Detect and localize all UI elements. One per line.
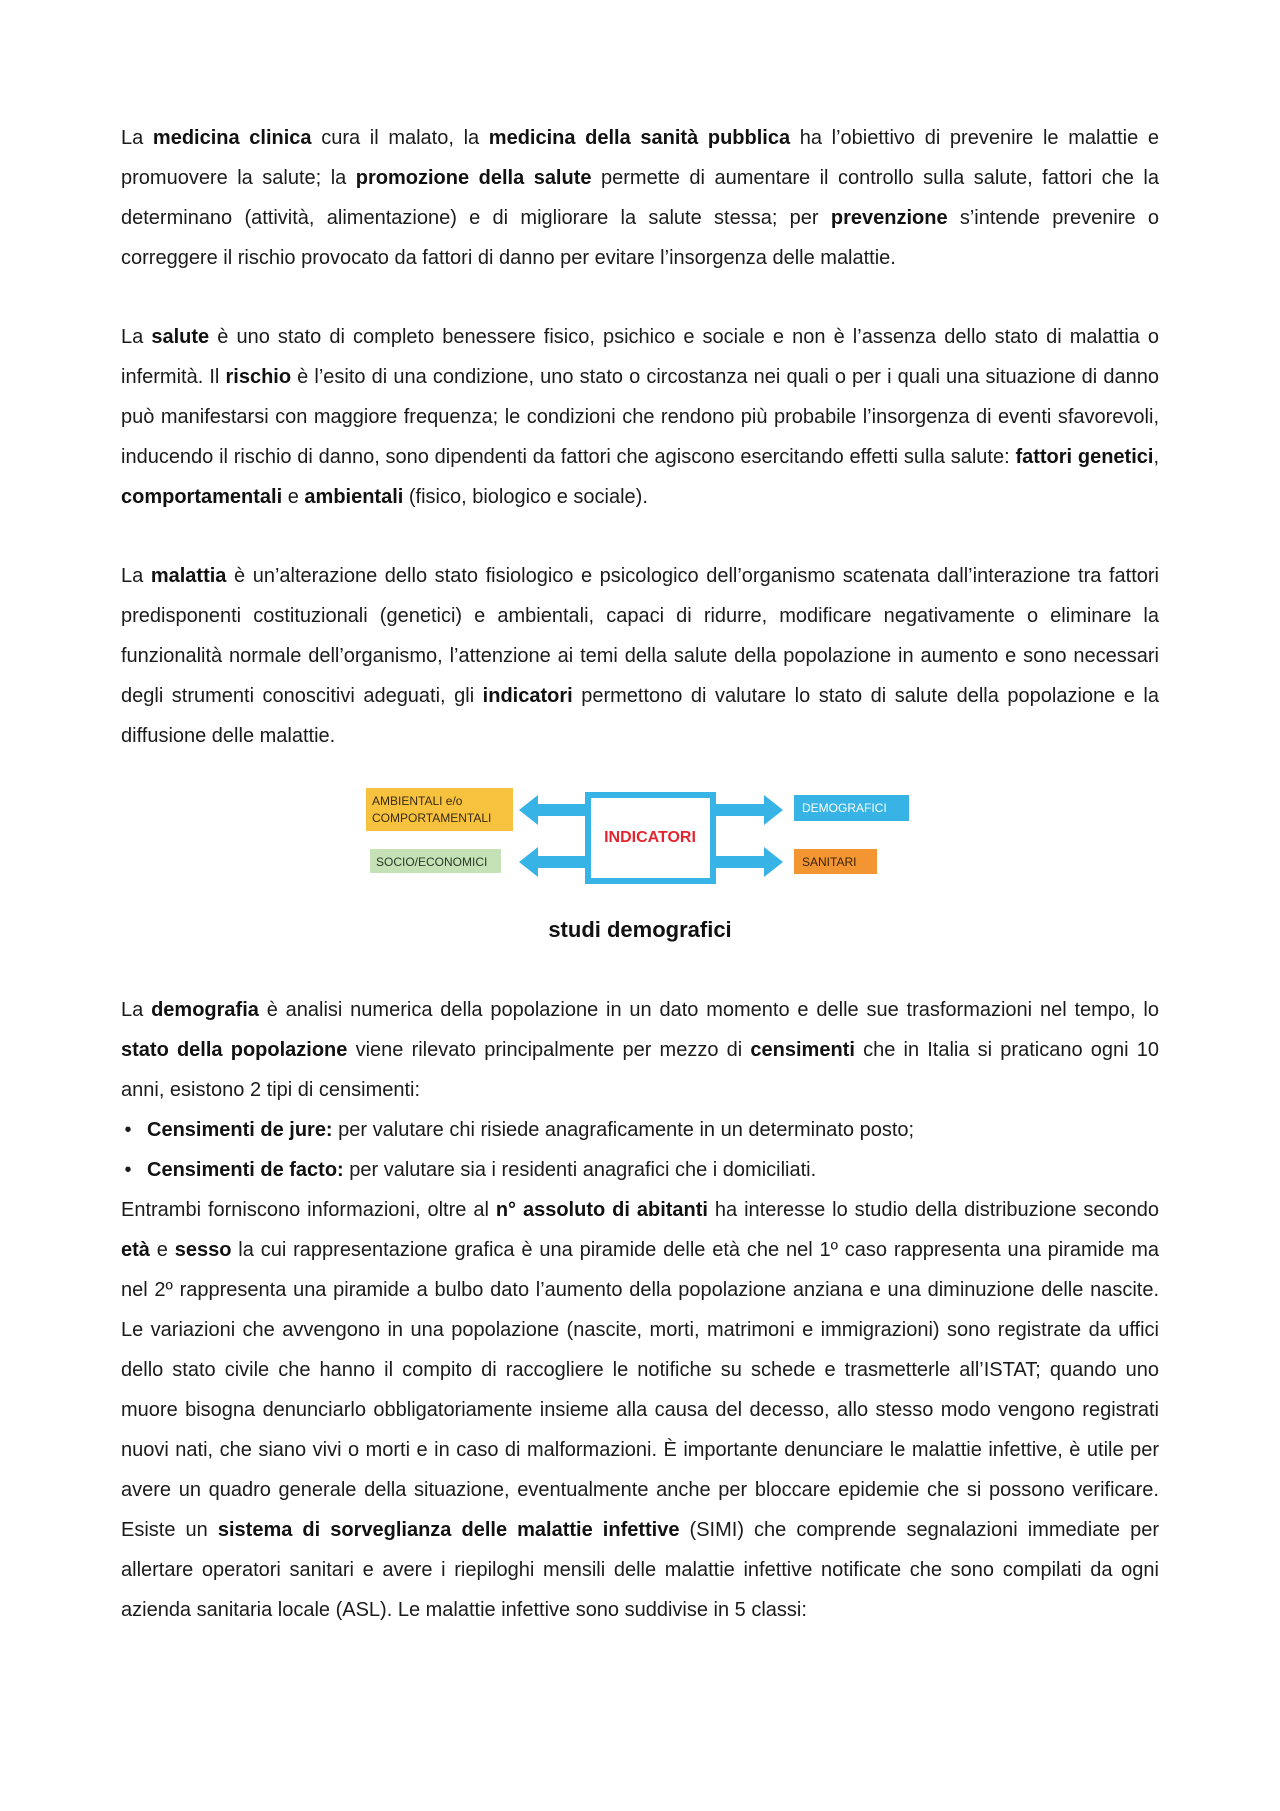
bold-term: sesso xyxy=(174,1239,232,1261)
bold-term: fattori genetici xyxy=(1015,446,1154,468)
text-run: ha l’obiettivo di prevenire le malattie e promuovere la salute; la xyxy=(121,127,1160,189)
list-item-text xyxy=(147,1119,914,1141)
bold-term: età xyxy=(121,1239,150,1261)
arrow-right-top xyxy=(716,795,783,825)
label-sanitari: SANITARI xyxy=(802,855,857,869)
document-body xyxy=(121,118,1159,1630)
label-ambientali-line1: AMBIENTALI e/o xyxy=(372,794,463,808)
text-run: ha interesse lo studio della distribuzione secondo xyxy=(707,1199,1159,1221)
bold-term: rischio xyxy=(225,366,292,388)
label-socio-economici: SOCIO/ECONOMICI xyxy=(376,855,488,869)
text-run: cura il malato, la xyxy=(311,127,489,149)
text-run: la cui rappresentazione grafica è una piramide delle età che nel 1º caso rappresenta una piramide ma nel 2º rappresenta una piramide a bulbo dato l’aumento della popolazione anziana e una diminuzione delle nascite. Le variazioni che avvengono in una popolazione (nascite, morti, matrimoni e immigrazioni) sono registrate da uffici dello stato civile che hanno il compito di raccogliere le notifiche su schede e trasmetterle all’ISTAT; quando uno muore bisogna denunciarlo obbligatoriamente insieme alla causa del decesso, allo stesso modo vengono registrati nuovi nati, che siano vivi o morti e in caso di malformazioni. È importante denunciare le malattie infettive, è utile per avere un quadro generale della situazione, eventualmente anche per bloccare epidemie che si possono verificare. Esiste un xyxy=(121,1239,1159,1541)
arrow-left-bottom xyxy=(519,847,586,877)
text-run: è l’esito di una condizione, uno stato o circostanza nei quali o per i quali una situazione di danno può manifestarsi con maggiore frequenza; le condizioni che rendono più probabile l’insorgenza di eventi sfavorevoli, inducendo il rischio di danno, sono dipendenti da fattori che agiscono esercitando effetti sulla salute: xyxy=(121,366,1159,468)
list-item-de-jure xyxy=(121,1110,1159,1150)
text-run: La xyxy=(121,326,152,348)
bold-term: censimenti xyxy=(750,1039,855,1061)
bullet-icon: • xyxy=(124,1159,132,1181)
paragraph-distribuzione xyxy=(121,1190,1159,1630)
text-run: La xyxy=(121,565,151,587)
text-run: permette di aumentare il controllo sulla salute, fattori che la determinano (attività, alimentazione) e di migliorare la salute stessa; per xyxy=(121,167,1159,229)
text-run: La xyxy=(121,127,153,149)
text-run: è un’alterazione dello stato fisiologico e psicologico dell’organismo scatenata dall’interazione tra fattori predisponenti costituzionali (genetici) e ambientali, capaci di ridurre, modificare negativamente o eliminare la funzionalità normale dell’organismo, l’attenzione ai temi della salute della popolazione in aumento e sono necessari degli strumenti conoscitivi adeguati, gli xyxy=(121,565,1159,707)
text-run: e xyxy=(282,486,305,508)
bold-term: malattia xyxy=(150,565,227,587)
text-run: è analisi numerica della popolazione in un dato momento e delle sue trasformazioni nel tempo, lo xyxy=(258,999,1159,1021)
bold-term: stato della popolazione xyxy=(121,1039,348,1061)
bold-term: prevenzione xyxy=(830,207,948,229)
paragraph-demografia xyxy=(121,990,1159,1110)
paragraph-salute-rischio xyxy=(121,317,1159,517)
bold-term: n° assoluto di abitanti xyxy=(495,1199,708,1221)
text-run: viene rilevato principalmente per mezzo di xyxy=(347,1039,751,1061)
section-heading: studi demografici xyxy=(548,917,732,942)
text-run: è uno stato di completo benessere fisico, psichico e sociale e non è l’assenza dello stato di malattia o infermità. Il xyxy=(121,326,1159,388)
bold-term: demografia xyxy=(151,999,259,1021)
label-ambientali-line2: COMPORTAMENTALI xyxy=(372,811,492,825)
bold-term: ambientali xyxy=(304,486,404,508)
text-run: e xyxy=(149,1239,175,1261)
text-run: per valutare sia i residenti anagrafici che i domiciliati. xyxy=(343,1159,817,1181)
bold-term: Censimenti de jure: xyxy=(147,1119,333,1141)
paragraph-prevenzione xyxy=(121,118,1159,278)
bold-term: comportamentali xyxy=(121,486,283,508)
text-run: per valutare chi risiede anagraficamente in un determinato posto; xyxy=(332,1119,915,1141)
text-run: (fisico, biologico e sociale). xyxy=(403,486,648,508)
bullet-icon: • xyxy=(124,1119,132,1141)
list-item-de-facto xyxy=(121,1150,1159,1190)
bold-term: salute xyxy=(151,326,210,348)
text-run: , xyxy=(1153,446,1159,468)
indicatori-diagram xyxy=(121,775,1159,903)
bold-term: sistema di sorveglianza delle malattie infettive xyxy=(217,1519,680,1541)
label-demografici: DEMOGRAFICI xyxy=(802,801,887,815)
text-run: s’intende prevenire o correggere il rischio provocato da fattori di danno per evitare l’insorgenza delle malattie. xyxy=(121,207,1160,269)
list-item-text xyxy=(147,1159,816,1181)
text-run: che in Italia si praticano ogni 10 anni, esistono 2 tipi di censimenti: xyxy=(121,1039,1159,1101)
bold-term: Censimenti de facto: xyxy=(147,1159,344,1181)
arrow-right-bottom xyxy=(716,847,783,877)
paragraph-malattia xyxy=(121,556,1159,756)
text-run: La xyxy=(121,999,152,1021)
arrow-left-top xyxy=(519,795,586,825)
label-indicatori: INDICATORI xyxy=(604,829,696,846)
bold-term: medicina della sanità pubblica xyxy=(488,127,791,149)
bold-term: medicina clinica xyxy=(152,127,312,149)
text-run: (SIMI) che comprende segnalazioni immediate per allertare operatori sanitari e avere i riepiloghi mensili delle malattie infettive notificate che sono compilati da ogni azienda sanitaria locale (ASL). Le malattie infettive sono suddivise in 5 classi: xyxy=(121,1519,1159,1621)
census-list xyxy=(121,1110,1159,1190)
text-run: Entrambi forniscono informazioni, oltre al xyxy=(121,1199,496,1221)
bold-term: indicatori xyxy=(482,685,573,707)
text-run: permettono di valutare lo stato di salute della popolazione e la diffusione delle malattie. xyxy=(121,685,1159,747)
bold-term: promozione della salute xyxy=(355,167,592,189)
